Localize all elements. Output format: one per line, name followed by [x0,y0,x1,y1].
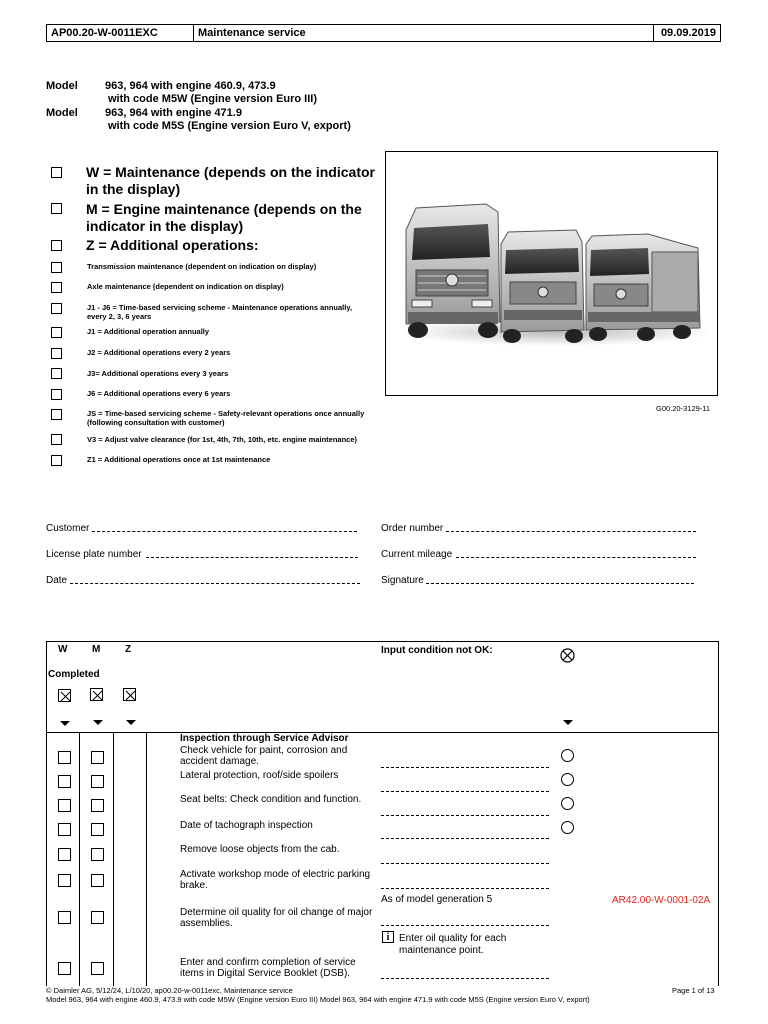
doc-id: AP00.20-W-0011EXC [47,25,194,41]
legend-checkbox-m[interactable] [51,203,62,214]
arrow-down-icon [93,720,103,725]
row-checkbox-m[interactable] [91,848,104,861]
figure-code: G00.20-3129-11 [656,404,711,413]
model-line-2b: with code M5S (Engine version Euro V, export) [108,120,351,132]
legend-checkbox-small[interactable] [51,409,62,420]
entry-line[interactable] [381,815,549,816]
row-checkbox-w[interactable] [58,874,71,887]
legend-w: W = Maintenance (depends on the indicator in the display) [86,164,375,197]
row-checkbox-w[interactable] [58,751,71,764]
input-condition-label: Input condition not OK: [381,645,493,656]
table-row: Determine oil quality for oil change of major assemblies. [180,907,373,929]
table-row: Lateral protection, roof/side spoilers [180,770,339,781]
trucks-photo [385,151,718,396]
completed-checkbox-w[interactable] [58,689,71,702]
col-header-m: M [92,644,101,655]
table-row: Activate workshop mode of electric parking brake. [180,869,371,891]
row-checkbox-m[interactable] [91,911,104,924]
entry-line[interactable] [381,888,549,889]
legend-checkbox-w[interactable] [51,167,62,178]
current-mileage-field[interactable] [456,557,696,558]
condition-circle[interactable] [561,797,574,810]
legend-small-item: J2 = Additional operations every 2 years [87,348,231,357]
legend-checkbox-small[interactable] [51,303,62,314]
row-checkbox-w[interactable] [58,799,71,812]
col-header-w: W [58,644,68,655]
legend-small-item: J3= Additional operations every 3 years [87,369,229,378]
section-title: Inspection through Service Advisor [180,733,349,744]
row-checkbox-m[interactable] [91,823,104,836]
table-row: Remove loose objects from the cab. [180,844,340,855]
row-checkbox-w[interactable] [58,775,71,788]
model-generation-note: As of model generation 5 [381,894,493,905]
doc-title: Maintenance service [194,25,654,41]
model-label-2: Model [46,107,78,119]
legend-checkbox-small[interactable] [51,389,62,400]
info-icon: i [382,931,394,943]
completed-checkbox-m[interactable] [90,688,103,701]
legend-small-item: J1 - J6 = Time-based servicing scheme - Maintenance operations annually, every 2, 3, 6 years [87,303,353,321]
model-label-1: Model [46,80,78,92]
entry-line[interactable] [381,925,549,926]
entry-line[interactable] [381,838,549,839]
completed-label: Completed [48,669,100,680]
license-plate-field[interactable] [146,557,358,558]
arrow-down-icon [60,721,70,726]
legend-m: M = Engine maintenance (depends on the indicator in the display) [86,201,362,234]
row-checkbox-w[interactable] [58,823,71,836]
footer-page-number: Page 1 of 13 [672,986,715,995]
arrow-down-icon [563,720,573,725]
legend-checkbox-small[interactable] [51,262,62,273]
current-mileage-label: Current mileage [381,549,453,560]
row-checkbox-m[interactable] [91,775,104,788]
crossed-circle-icon [560,648,575,663]
signature-field[interactable] [426,583,694,584]
legend-z: Z = Additional operations: [86,237,259,253]
info-note: Enter oil quality for each maintenance point. [399,933,507,956]
legend-small-item: J6 = Additional operations every 6 years [87,389,231,398]
date-label: Date [46,575,68,586]
row-checkbox-m[interactable] [91,874,104,887]
arrow-down-icon [126,720,136,725]
legend-checkbox-small[interactable] [51,368,62,379]
model-line-1a: 963, 964 with engine 460.9, 473.9 [105,80,276,92]
column-divider [146,732,147,986]
table-row: Seat belts: Check condition and function. [180,794,362,805]
row-checkbox-m[interactable] [91,751,104,764]
condition-circle[interactable] [561,749,574,762]
column-divider [113,732,114,986]
row-checkbox-m[interactable] [91,962,104,975]
customer-label: Customer [46,523,90,534]
column-divider [79,732,80,986]
entry-line[interactable] [381,767,549,768]
row-checkbox-w[interactable] [58,911,71,924]
legend-checkbox-z[interactable] [51,240,62,251]
reference-code-link[interactable]: AR42.00-W-0001-02A [612,895,711,906]
completed-checkbox-z[interactable] [123,688,136,701]
legend-checkbox-small[interactable] [51,434,62,445]
footer-copyright: © Daimler AG, 5/12/24, L/10/20, ap00.20-w-0011exc, Maintenance service [46,986,293,995]
entry-line[interactable] [381,863,549,864]
customer-field[interactable] [92,531,357,532]
order-number-label: Order number [381,523,444,534]
table-row: Check vehicle for paint, corrosion and accident damage. [180,745,348,767]
row-checkbox-w[interactable] [58,848,71,861]
legend-checkbox-small[interactable] [51,282,62,293]
entry-line[interactable] [381,978,549,979]
footer-models: Model 963, 964 with engine 460.9, 473.9 with code M5W (Engine version Euro III) Model 963, 964 with engine 471.9 with code M5S (Engine version Euro V, export) [46,995,590,1004]
document-header [46,24,721,42]
legend-small-item: Transmission maintenance (dependent on indication on display) [87,262,317,271]
date-field[interactable] [70,583,360,584]
license-plate-label: License plate number [46,549,142,560]
legend-checkbox-small[interactable] [51,327,62,338]
doc-date: 09.09.2019 [660,27,716,39]
legend-small-item: V3 = Adjust valve clearance (for 1st, 4th, 7th, 10th, etc. engine maintenance) [87,435,358,444]
model-line-1b: with code M5W (Engine version Euro III) [108,93,318,105]
table-row: Date of tachograph inspection [180,820,313,831]
legend-small-item: Z1 = Additional operations once at 1st maintenance [87,455,271,464]
legend-small-item: Axle maintenance (dependent on indication on display) [87,282,284,291]
legend-small-item: J1 = Additional operation annually [87,327,210,336]
order-number-field[interactable] [446,531,696,532]
legend-checkbox-small[interactable] [51,455,62,466]
legend-checkbox-small[interactable] [51,348,62,359]
col-header-z: Z [125,644,132,655]
entry-line[interactable] [381,791,549,792]
signature-label: Signature [381,575,424,586]
row-checkbox-w[interactable] [58,962,71,975]
model-line-2a: 963, 964 with engine 471.9 [105,107,242,119]
condition-circle[interactable] [561,773,574,786]
table-row: Enter and confirm completion of service items in Digital Service Booklet (DSB). [180,957,356,979]
condition-circle[interactable] [561,821,574,834]
legend-small-item: JS = Time-based servicing scheme - Safety-relevant operations once annually (following consultation with customer) [87,409,365,427]
row-checkbox-m[interactable] [91,799,104,812]
